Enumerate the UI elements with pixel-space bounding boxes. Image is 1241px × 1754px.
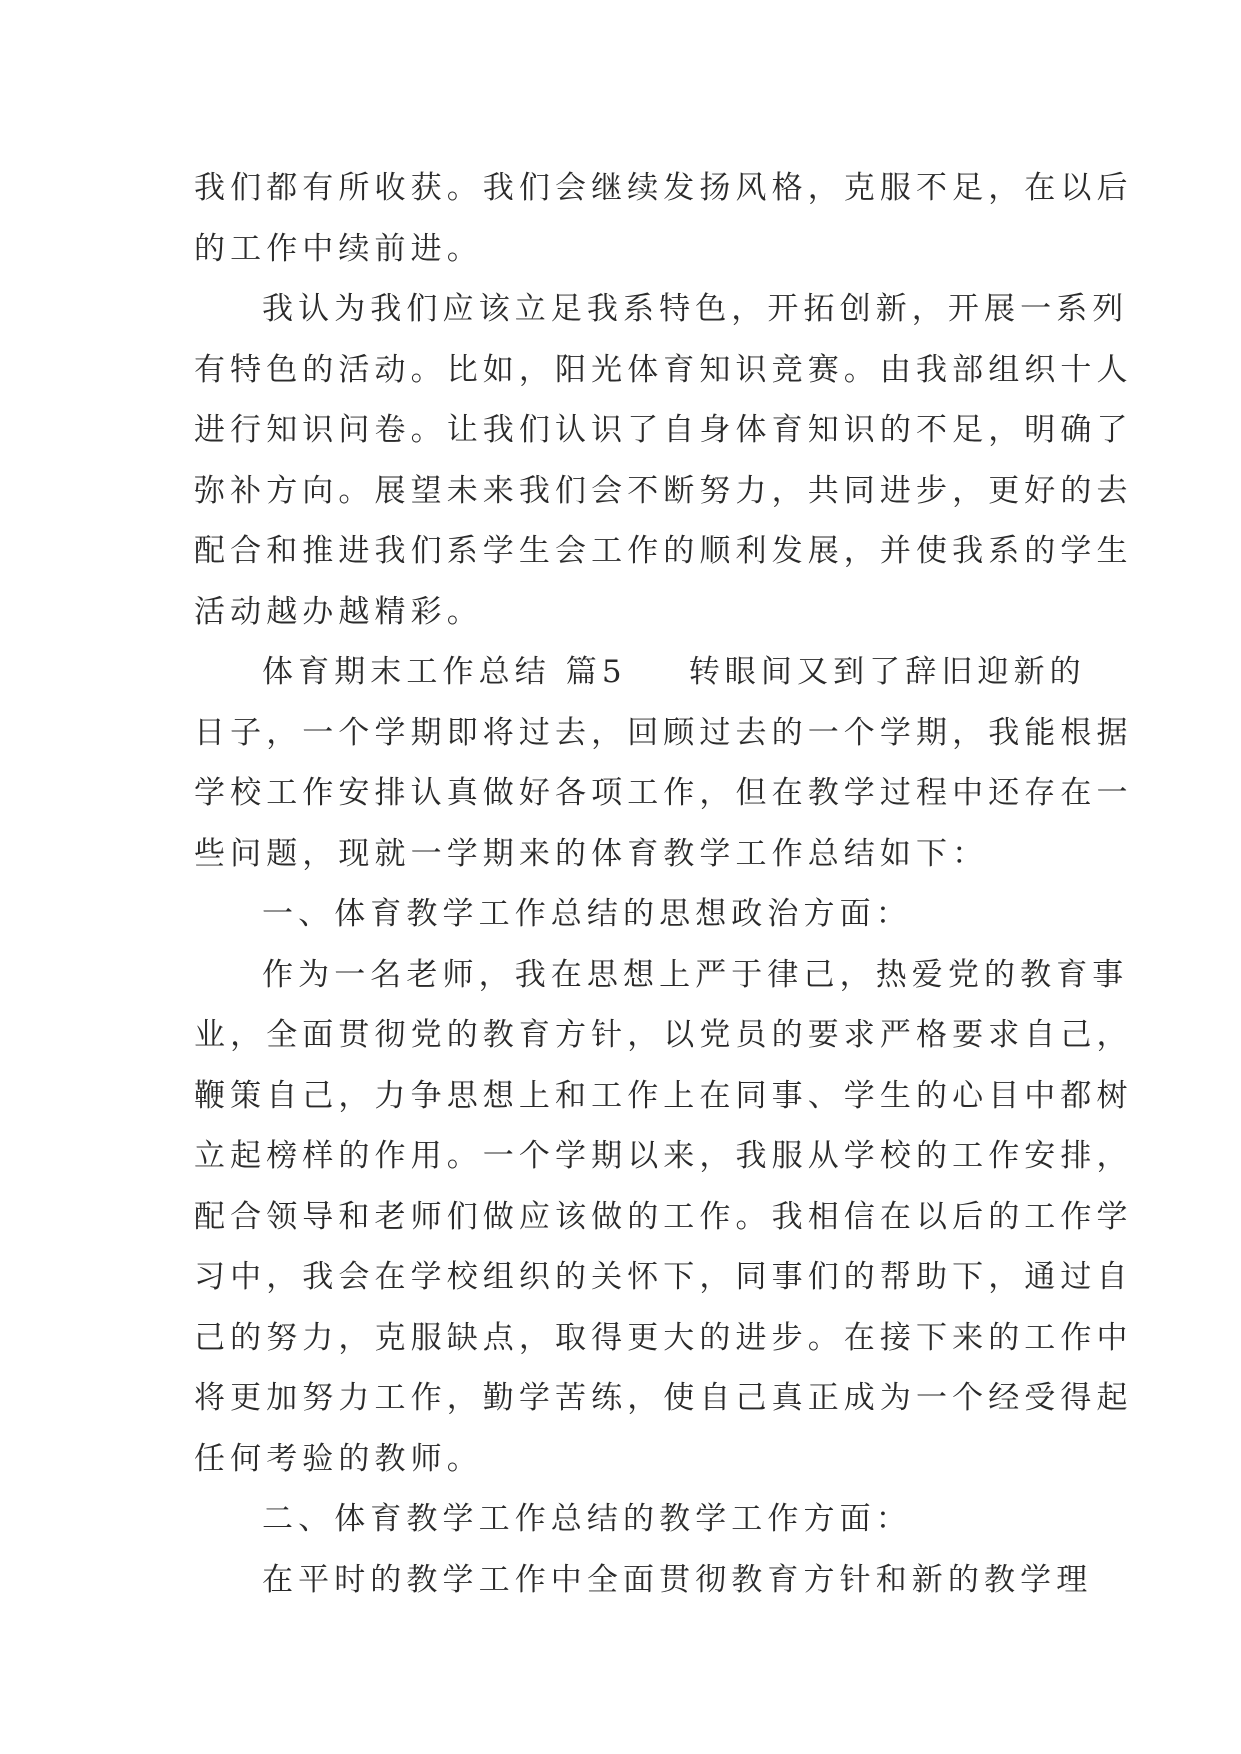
section-heading: 体育期末工作总结 篇5 [262, 654, 627, 690]
paragraph-start-line: 在平时的教学工作中全面贯彻教育方针和新的教学理 [262, 1561, 1093, 1598]
text-line: 鞭策自己，力争思想上和工作上在同事、学生的心目中都树 [194, 1077, 1133, 1114]
text-line: 配合和推进我们系学生会工作的顺利发展，并使我系的学生 [194, 533, 1133, 569]
subheading-line: 一、体育教学工作总结的思想政治方面： [262, 896, 912, 932]
text-line: 己的努力，克服缺点，取得更大的进步。在接下来的工作中 [194, 1319, 1133, 1356]
text-line: 任何考验的教师。 [194, 1440, 483, 1477]
text-line: 配合领导和老师们做应该做的工作。我相信在以后的工作学 [194, 1198, 1133, 1235]
text-line: 活动越办越精彩。 [194, 593, 483, 630]
text-line: 业，全面贯彻党的教育方针，以党员的要求严格要求自己， [194, 1017, 1133, 1053]
paragraph-start-line: 我认为我们应该立足我系特色，开拓创新，开展一系列 [262, 291, 1129, 327]
paragraph-start-line: 作为一名老师，我在思想上严于律己，热爱党的教育事 [262, 956, 1129, 993]
text-line: 学校工作安排认真做好各项工作，但在教学过程中还存在一 [194, 775, 1133, 811]
text-line: 的工作中续前进。 [194, 230, 483, 267]
text-line: 立起榜样的作用。一个学期以来，我服从学校的工作安排， [194, 1138, 1133, 1174]
section-intro-text: 转眼间又到了辞旧迎新的 [688, 654, 1086, 690]
text-line: 进行知识问卷。让我们认识了自身体育知识的不足，明确了 [194, 412, 1133, 448]
text-line: 弥补方向。展望未来我们会不断努力，共同进步，更好的去 [194, 472, 1133, 509]
section-heading-line [194, 642, 1086, 703]
document-body [194, 158, 1133, 1610]
text-line: 些问题，现就一学期来的体育教学工作总结如下： [194, 835, 989, 872]
text-line: 习中，我会在学校组织的关怀下，同事们的帮助下，通过自 [194, 1259, 1133, 1295]
subheading-line: 二、体育教学工作总结的教学工作方面： [262, 1501, 912, 1537]
text-line: 我们都有所收获。我们会继续发扬风格，克服不足，在以后 [194, 170, 1133, 206]
text-line: 有特色的活动。比如，阳光体育知识竞赛。由我部组织十人 [194, 351, 1133, 388]
text-line: 日子，一个学期即将过去，回顾过去的一个学期，我能根据 [194, 714, 1133, 751]
text-line: 将更加努力工作，勤学苦练，使自己真正成为一个经受得起 [194, 1380, 1133, 1416]
